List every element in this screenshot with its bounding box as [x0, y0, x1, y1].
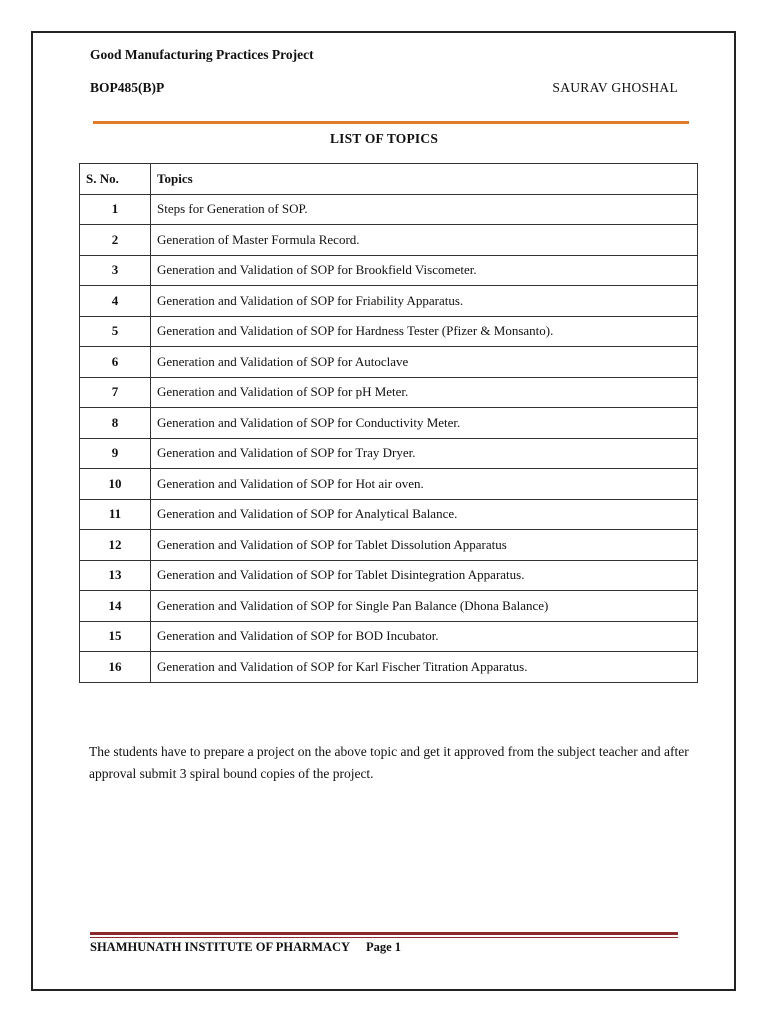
row-number: 4 [80, 286, 151, 317]
table-row [80, 469, 698, 500]
table-row [80, 621, 698, 652]
row-topic: Generation and Validation of SOP for Tray Dryer. [151, 438, 698, 469]
row-topic: Generation and Validation of SOP for Analytical Balance. [151, 499, 698, 530]
footer-institute: SHAMHUNATH INSTITUTE OF PHARMACY [90, 940, 351, 954]
row-number: 3 [80, 255, 151, 286]
row-topic: Generation and Validation of SOP for Hot air oven. [151, 469, 698, 500]
row-topic: Generation and Validation of SOP for pH Meter. [151, 377, 698, 408]
header-divider [93, 121, 689, 124]
row-number: 9 [80, 438, 151, 469]
row-number: 13 [80, 560, 151, 591]
table-row [80, 652, 698, 683]
table-row [80, 499, 698, 530]
footer-divider [90, 932, 678, 935]
row-number: 7 [80, 377, 151, 408]
row-topic: Generation and Validation of SOP for Tablet Dissolution Apparatus [151, 530, 698, 561]
table-row [80, 225, 698, 256]
author-name: SAURAV GHOSHAL [552, 80, 678, 95]
table-header-row [80, 164, 698, 195]
project-title: Good Manufacturing Practices Project [90, 47, 314, 62]
row-topic: Generation of Master Formula Record. [151, 225, 698, 256]
table-row [80, 408, 698, 439]
table-row [80, 438, 698, 469]
row-number: 1 [80, 194, 151, 225]
row-number: 2 [80, 225, 151, 256]
table-row [80, 377, 698, 408]
row-topic: Generation and Validation of SOP for BOD Incubator. [151, 621, 698, 652]
row-topic: Generation and Validation of SOP for Conductivity Meter. [151, 408, 698, 439]
table-row [80, 347, 698, 378]
row-topic: Generation and Validation of SOP for Brookfield Viscometer. [151, 255, 698, 286]
footer-divider-thin [90, 937, 678, 938]
row-number: 11 [80, 499, 151, 530]
row-number: 6 [80, 347, 151, 378]
instruction-note: The students have to prepare a project on the above topic and get it approved from the subject teacher and after approval submit 3 spiral bound copies of the project. [89, 744, 689, 781]
column-header-sno: S. No. [80, 164, 151, 195]
page-title: LIST OF TOPICS [329, 131, 439, 146]
table-row [80, 530, 698, 561]
row-number: 12 [80, 530, 151, 561]
row-topic: Generation and Validation of SOP for Single Pan Balance (Dhona Balance) [151, 591, 698, 622]
table-row [80, 316, 698, 347]
table-row [80, 591, 698, 622]
course-code: BOP485(B)P [90, 80, 165, 95]
row-number: 14 [80, 591, 151, 622]
row-number: 8 [80, 408, 151, 439]
row-number: 10 [80, 469, 151, 500]
row-number: 16 [80, 652, 151, 683]
table-row [80, 560, 698, 591]
row-topic: Generation and Validation of SOP for Karl Fischer Titration Apparatus. [151, 652, 698, 683]
table-row [80, 286, 698, 317]
row-topic: Generation and Validation of SOP for Autoclave [151, 347, 698, 378]
row-topic: Generation and Validation of SOP for Hardness Tester (Pfizer & Monsanto). [151, 316, 698, 347]
table-body [80, 194, 698, 682]
column-header-topics: Topics [151, 164, 698, 195]
table-row [80, 255, 698, 286]
table-row [80, 194, 698, 225]
footer-page-number: Page 1 [366, 940, 402, 954]
row-topic: Generation and Validation of SOP for Friability Apparatus. [151, 286, 698, 317]
row-number: 15 [80, 621, 151, 652]
row-topic: Steps for Generation of SOP. [151, 194, 698, 225]
row-topic: Generation and Validation of SOP for Tablet Disintegration Apparatus. [151, 560, 698, 591]
topics-table [79, 163, 698, 683]
row-number: 5 [80, 316, 151, 347]
